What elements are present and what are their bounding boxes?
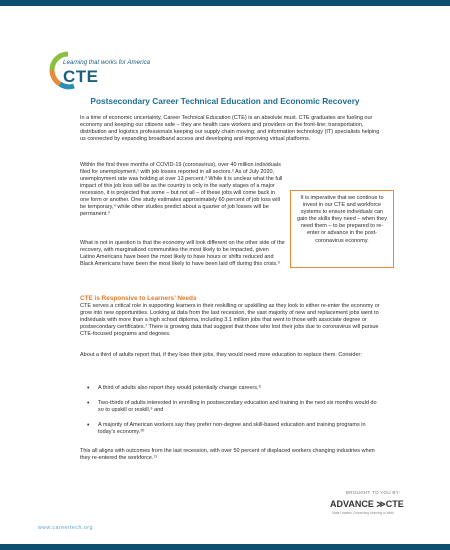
cte-logo — [44, 50, 154, 94]
website-link[interactable]: www.careertech.org — [38, 525, 93, 531]
section-heading: CTE is Responsive to Learners’ Needs — [80, 295, 197, 302]
paragraph-marginalized: What is not in question is that the economy will look different on the other side of the recovery, with marginalized communities the most likely to be impacted, given Latino Americans have been the most likely to have hours or shifts reduced and Black Americans have been the most likely to have been laid off during this crisis.⁶ — [80, 240, 285, 268]
bullet-list — [80, 385, 380, 444]
paragraph-cte-role: CTE serves a critical role in supporting learners in their reskilling or upskilling as they look to either re-enter the economy or grow into new opportunities. Looking at data from the last recession, the vast majority of new and replacement jobs went to individuals with more than a high school diploma, including 3.1 million jobs that went to those with associate degree or postsecondary certificates.⁷ There is growing data that suggest that those who lost their jobs due to coronavirus will pursue CTE-focused programs and degrees. — [80, 303, 380, 338]
paragraph-intro: In a time of economic uncertainty, Career Technical Education (CTE) is an absolute must. CTE graduates are fueling our economy and keeping our citizens safe – they are health care workers and providers on the front-line; transportation, distribution and logistics professionals keeping our supply chain moving; and information technology (IT) specialists helping us connected by expanding broadband access and developing and improving virtual platforms. — [80, 115, 380, 143]
top-bar — [0, 0, 450, 6]
bullet-item: • A majority of American workers say they prefer non-degree and skill-based education and training programs in today’s economy.¹⁰ — [80, 422, 380, 436]
advance-cte-logo: ADVANCE ≫CTE — [330, 499, 404, 509]
callout-box: It is imperative that we continue to invest in our CTE and workforce systems to ensure individuals can gain the skills they need – when they need them – to be prepared to re-enter or advance in the post-coronavirus economy. — [290, 190, 394, 268]
logo-tagline: Learning that works for America — [63, 59, 151, 66]
bullet-item: • A third of adults also report they would potentially change careers,⁸ — [80, 385, 380, 392]
bottom-bar — [0, 544, 450, 550]
logo-wordmark: CTE — [63, 67, 99, 86]
brought-by-label: BROUGHT TO YOU BY: — [346, 490, 401, 495]
page-title: Postsecondary Career Technical Education and Economic Recovery — [90, 96, 360, 106]
bullet-item: • Two-thirds of adults interested in enrolling in postsecondary education and training in the next six months would do so to upskill or reskill,⁹ and — [80, 400, 380, 414]
paragraph-consider: About a third of adults report that, if they lose their jobs, they would need more education to replace them. Consider: — [80, 352, 362, 358]
advance-cte-subtitle: State Leaders Connecting Learning to Work — [332, 511, 394, 515]
paragraph-closing: This all aligns with outcomes from the last recession, with over 50 percent of displaced workers changing industries when they re-entered the workforce.¹¹ — [80, 448, 375, 462]
paragraph-covid: Within the first three months of COVID-19 (coronavirus), over 40 million individuals filed for unemployment,¹ with job losses reported in all sectors.² As of July 2020, unemployment rate was holding at over 13 percent.³ While it is unclear what the full impact of this job loss will be as the country is only in the early stages of a major recession, it is projected that some – but not all – of these jobs will come back in one form or another. One study estimates approximately 60 percent of job loss will be temporary,⁴ while other studies predict about a quarter of job losses will be permanent.⁵ — [80, 162, 283, 218]
